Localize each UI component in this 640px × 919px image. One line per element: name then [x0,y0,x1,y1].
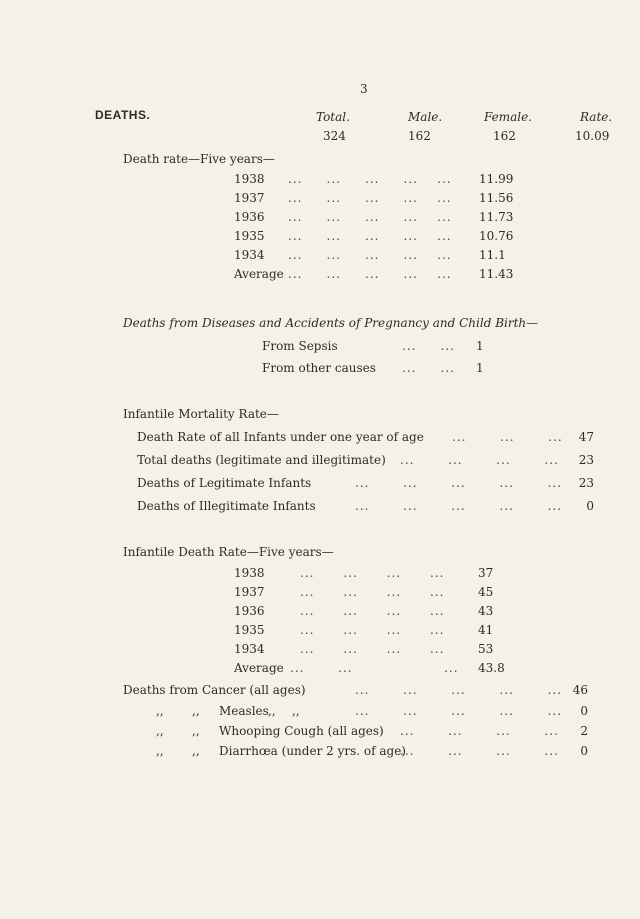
leader-dots: ... ... ... ... ... [288,267,452,281]
leader-dots: ... ... ... [452,430,563,444]
leader-dots: ... ... ... ... ... [288,172,452,186]
value-total: 324 [323,129,346,143]
ditto-mark: ,, [156,704,164,718]
row-label: Deaths of Legitimate Infants [137,476,312,490]
row-label: 1935 [234,623,265,637]
row-label: Whooping Cough (all ages) [219,724,384,738]
row-value: 23 [578,453,594,467]
ditto-mark: ,, [192,744,200,758]
deaths-heading: DEATHS. [95,108,151,122]
value-rate: 10.09 [575,129,610,143]
leader-dots: ... ... ... ... ... [355,476,563,490]
leader-dots: ... ... ... ... [300,566,445,580]
row-label: Total deaths (legitimate and illegitimate) [137,453,386,467]
value-male: 162 [408,129,431,143]
row-label: Average [234,267,284,281]
header-female: Female. [484,110,533,124]
row-label: Death Rate of all Infants under one year of age [137,430,424,444]
row-value: 1 [476,339,484,353]
page-number: 3 [360,82,368,96]
row-label: 1938 [234,172,265,186]
ditto-mark: ,, [192,704,200,718]
row-value: 10.76 [479,229,514,243]
row-value: 11.1 [479,248,506,262]
ditto-mark: ,, [192,724,200,738]
ditto-mark: ,, [156,724,164,738]
row-value: 1 [476,361,484,375]
row-label: 1936 [234,604,265,618]
ditto-mark: ,, [156,744,164,758]
leader-dots: ... ... ... ... [400,724,559,738]
row-value: 45 [478,585,494,599]
leader-dots: ... ... ... ... ... [288,248,452,262]
leader-dots: ... ... ... ... ... [288,229,452,243]
row-label: From other causes [262,361,376,375]
row-value: 0 [580,704,588,718]
row-label: Measles [219,704,269,718]
row-value: 23 [578,476,594,490]
row-value: 47 [578,430,594,444]
ditto-mark: ,, [268,704,276,718]
row-value: 43.8 [478,661,505,675]
row-label: Diarrhœa (under 2 yrs. of age) [219,744,406,758]
row-value: 11.99 [479,172,514,186]
death-rate-heading: Death rate—Five years— [123,152,275,166]
row-value: 11.43 [479,267,514,281]
row-label: 1935 [234,229,265,243]
row-value: 41 [478,623,494,637]
header-rate: Rate. [580,110,613,124]
leader-dots: ... ... ... ... [300,623,445,637]
leader-dots: ... ... ... ... [300,585,445,599]
row-label: 1934 [234,642,265,656]
row-label: From Sepsis [262,339,338,353]
row-label: 1938 [234,566,265,580]
value-female: 162 [493,129,516,143]
infantile-mortality-heading: Infantile Mortality Rate— [123,407,279,421]
row-value: 0 [586,499,594,513]
leader-dots: ... ... ... ... ... [355,704,563,718]
header-total: Total. [316,110,350,124]
infantile-death-rate-heading: Infantile Death Rate—Five years— [123,545,334,559]
row-value: 11.73 [479,210,514,224]
leader-dots: ... ... ... ... ... [355,499,563,513]
row-value: 11.56 [479,191,514,205]
row-label: Average [234,661,284,675]
row-label: Deaths of Illegitimate Infants [137,499,316,513]
row-value: 37 [478,566,494,580]
row-value: 43 [478,604,494,618]
row-label: 1937 [234,585,265,599]
row-value: 0 [580,744,588,758]
leader-dots: ... ... ... [290,661,459,675]
leader-dots: ... ... ... ... ... [288,210,452,224]
row-value: 46 [572,683,588,697]
leader-dots: ... ... ... ... ... [288,191,452,205]
row-value: 2 [580,724,588,738]
leader-dots: ... ... [402,339,455,353]
row-label: 1937 [234,191,265,205]
leader-dots: ... ... ... ... [400,453,559,467]
leader-dots: ... ... ... ... ... [355,683,563,697]
row-label: 1934 [234,248,265,262]
ditto-mark: ,, [292,704,300,718]
leader-dots: ... ... ... ... [300,642,445,656]
header-male: Male. [408,110,443,124]
row-value: 53 [478,642,494,656]
row-label: Deaths from Cancer (all ages) [123,683,306,697]
pregnancy-heading: Deaths from Diseases and Accidents of Pregnancy and Child Birth— [123,316,539,330]
row-label: 1936 [234,210,265,224]
leader-dots: ... ... ... ... [400,744,559,758]
leader-dots: ... ... ... ... [300,604,445,618]
leader-dots: ... ... [402,361,455,375]
